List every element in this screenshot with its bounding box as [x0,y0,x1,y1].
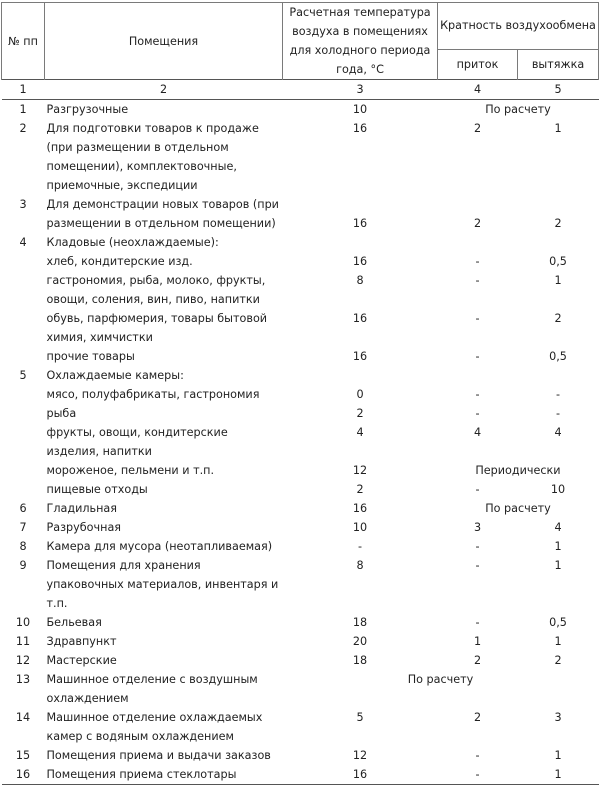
row-number: 8 [19,540,27,553]
temperature-value: 16 [283,765,438,785]
supply-value: 2 [473,217,482,230]
supply-value: - [475,540,480,553]
room-name: Помещения для хранения упаковочных материалов, инвентаря и т.п. [46,559,279,610]
temperature-value: 4 [356,426,364,439]
table-row [2,480,599,499]
exhaust-value: 2 [554,217,562,230]
supply-value: - [438,765,518,785]
supply-value: 2 [473,122,482,135]
column-index: 3 [283,80,438,100]
room-name: обувь, парфюмерия, товары бытовой химия, химчистки [46,312,268,344]
room-name: Гладильная [46,502,117,515]
table-row [2,746,599,765]
exhaust-value: 4 [554,521,562,534]
room-name: Для демонстрации новых товаров (при размещении в отдельном помещении) [46,198,279,230]
room-name: Разгрузочные [46,103,129,116]
exhaust-value: 1 [554,122,562,135]
temperature-value: 10 [352,521,368,534]
room-name: Мастерские [46,654,117,667]
exhaust-value: - [555,407,561,420]
table-row [2,100,599,120]
row-number [2,252,45,271]
room-name: гастрономия, рыба, молоко, фрукты, овощи, соления, вин, пиво, напитки [46,274,266,306]
row-number: 10 [15,616,31,629]
temperature-value: 2 [356,483,364,496]
row-number [2,309,45,347]
room-name: Здравпункт [46,635,117,648]
table-row [2,613,599,632]
table-row [2,499,599,518]
table-row [2,233,599,252]
table-row [2,556,599,613]
room-name: пищевые отходы [46,483,148,496]
row-number: 1 [19,103,27,116]
table-body [2,100,599,785]
table-row [2,518,599,537]
temperature-value: 18 [352,654,368,667]
table-row [2,271,599,309]
row-number [2,480,45,499]
temperature-value: 8 [356,274,364,287]
table-row [2,651,599,670]
temperature-value: 10 [352,103,368,116]
supply-value: - [475,255,480,268]
temperature-value: 18 [352,616,368,629]
exhaust-value: 0,5 [549,350,567,363]
merged-value: По расчету [485,103,551,116]
exhaust-value: 1 [554,559,562,572]
exhaust-value: 10 [550,483,566,496]
row-number: 16 [2,765,45,785]
exhaust-value [518,366,599,385]
column-index: 2 [45,80,283,100]
row-number [2,461,45,480]
table-row [2,632,599,651]
room-name: Помещения приема и выдачи заказов [46,749,271,762]
temperature-value: 2 [356,407,364,420]
supply-value: 2 [473,654,482,667]
temperature-value: 8 [356,559,364,572]
supply-value: - [475,407,480,420]
row-number: 6 [19,502,27,515]
row-number: 11 [15,635,31,648]
exhaust-value: 1 [518,765,599,785]
room-name: Помещения приема стеклотары [45,765,283,785]
exhaust-value: 1 [554,749,562,762]
exhaust-value: 2 [554,312,562,325]
room-name: прочие товары [46,350,135,363]
header-supply: приток [438,49,518,79]
row-number [2,423,45,461]
ventilation-table [1,2,599,785]
temperature-value: 16 [352,217,368,230]
supply-value: - [475,559,480,572]
exhaust-value [518,233,599,252]
supply-value: - [475,616,480,629]
row-number: 2 [19,122,27,135]
temperature-value: 5 [356,711,364,724]
table-row [2,537,599,556]
temperature-value: 12 [352,464,368,477]
header-air-exchange: Кратность воздухообмена [438,3,599,50]
supply-value: - [475,312,480,325]
room-name: мороженое, пельмени и т.п. [46,464,215,477]
table-row [2,404,599,423]
temperature-value: - [357,540,363,553]
table-header [2,3,599,100]
temperature-value: 16 [352,255,368,268]
row-number [2,404,45,423]
temperature-value: 20 [352,635,368,648]
room-name: фрукты, овощи, кондитерские изделия, напитки [46,426,228,458]
supply-value: 3 [473,521,482,534]
exhaust-value: 1 [554,274,562,287]
exhaust-value: - [555,388,561,401]
supply-value [438,366,518,385]
row-number: 4 [19,236,27,249]
temperature-value: 12 [352,749,368,762]
supply-value: 4 [473,426,482,439]
room-name: Разрубочная [46,521,122,534]
merged-value: По расчету [485,502,551,515]
row-number [2,385,45,404]
row-number: 13 [15,673,31,686]
exhaust-value: 0,5 [549,255,567,268]
table-row [2,119,599,195]
supply-value: 1 [473,635,482,648]
column-index: 4 [438,80,518,100]
exhaust-value: 1 [554,635,562,648]
room-name: мясо, полуфабрикаты, гастрономия [46,388,260,401]
supply-value: - [475,274,480,287]
table-row [2,195,599,233]
table-row [2,765,599,785]
exhaust-value: 3 [554,711,562,724]
room-name: Кладовые (неохлаждаемые): [46,236,219,249]
room-name: Охлаждаемые камеры: [46,369,184,382]
table-row [2,385,599,404]
supply-value [438,233,518,252]
row-number: 9 [19,559,27,572]
supply-value: - [475,749,480,762]
merged-value: По расчету [407,673,474,686]
temperature-value [283,366,438,385]
room-name: Машинное отделение с воздушным охлаждением [46,673,258,705]
room-name: хлеб, кондитерские изд. [46,255,193,268]
header-rooms: Помещения [45,3,283,80]
table-row [2,309,599,347]
exhaust-value: 0,5 [549,616,567,629]
room-name: Бельевая [46,616,102,629]
supply-value: - [475,388,480,401]
column-index: 1 [2,80,45,100]
row-number [2,347,45,366]
column-index-row [2,80,599,100]
table-row [2,423,599,461]
supply-value: - [475,350,480,363]
supply-value: 2 [473,711,482,724]
header-number: № пп [2,3,45,80]
exhaust-value: 4 [554,426,562,439]
table-row [2,461,599,480]
column-index: 5 [518,80,599,100]
temperature-value: 0 [356,388,364,401]
table-row [2,366,599,385]
temperature-value: 16 [352,502,368,515]
table-row [2,252,599,271]
row-number: 5 [19,369,27,382]
room-name: Для подготовки товаров к продаже (при размещении в отдельном помещении), комплектовочные, приемочные, экспедиции [46,122,259,192]
table-row [2,347,599,366]
temperature-value [283,233,438,252]
temperature-value: 16 [352,312,368,325]
row-number: 3 [19,198,27,211]
room-name: рыба [46,407,77,420]
room-name: Машинное отделение охлаждаемых камер с водяным охлаждением [46,711,263,743]
table-row [2,670,599,708]
table-row [2,708,599,746]
row-number: 15 [15,749,31,762]
header-temperature: Расчетная температура воздуха в помещениях для холодного периода года, °С [283,3,438,80]
room-name: Камера для мусора (неотапливаемая) [46,540,273,553]
temperature-value: 16 [352,122,368,135]
merged-value: Периодически [475,464,561,477]
header-exhaust: вытяжка [518,49,599,79]
exhaust-value: 1 [554,540,562,553]
row-number [2,271,45,309]
supply-value: - [475,483,480,496]
row-number: 12 [15,654,31,667]
temperature-value: 16 [352,350,368,363]
row-number: 7 [19,521,27,534]
exhaust-value: 2 [554,654,562,667]
row-number: 14 [15,711,31,724]
